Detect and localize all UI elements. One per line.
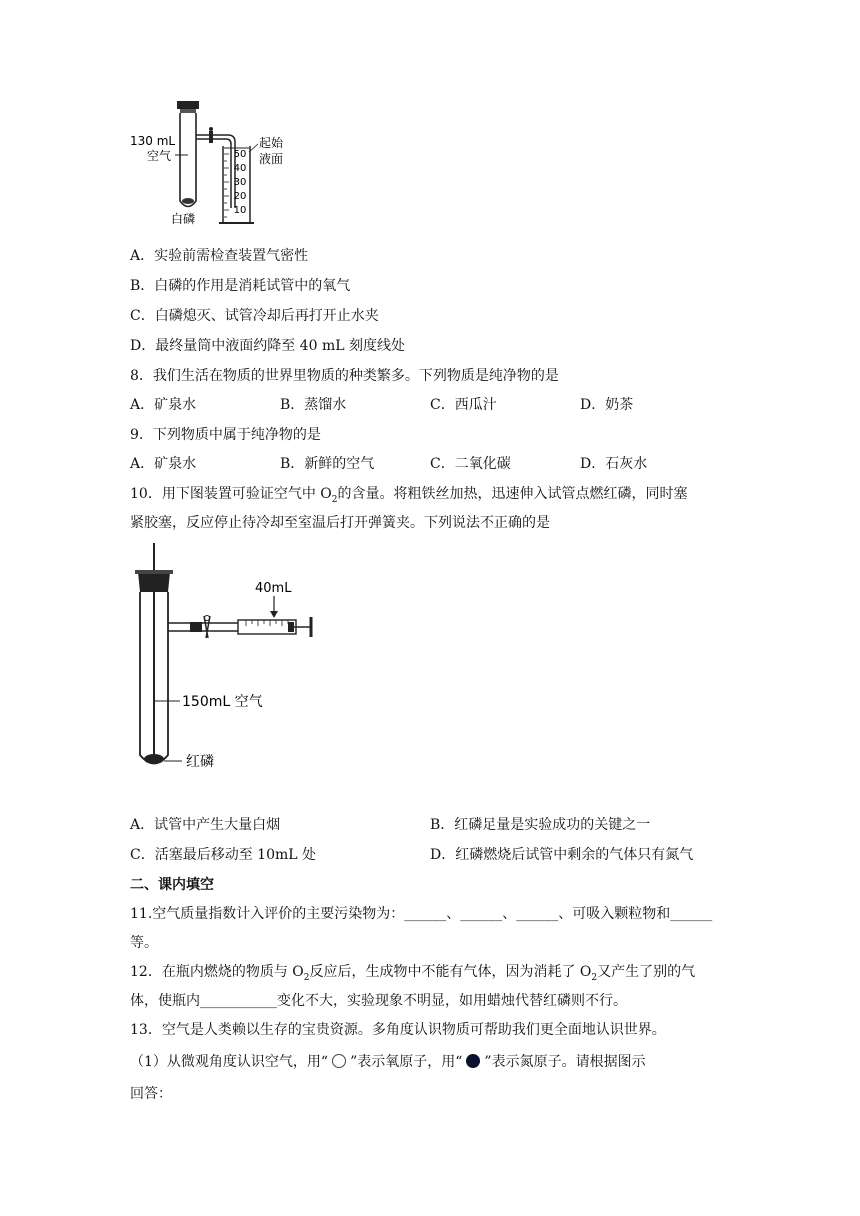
nitrogen-atom-icon: [466, 1054, 480, 1068]
q11-line2: 等。: [130, 935, 158, 951]
q10-stem-line2: 紧胶塞，反应停止待冷却至室温后打开弹簧夹。下列说法不正确的是: [130, 515, 550, 531]
section-heading: 二、课内填空: [130, 877, 214, 893]
fig1-start-label-1: 起始: [259, 136, 284, 150]
q8-option-b: B．蒸馏水: [280, 397, 347, 413]
q8-option-a: A．矿泉水: [130, 397, 197, 413]
fig2-air-label: 150mL 空气: [182, 694, 263, 710]
figure-red-phosphorus-apparatus: [128, 540, 328, 780]
q12-line2: 体，使瓶内___________变化不大，实验现象不明显，如用蜡烛代替红磷则不行。: [130, 993, 627, 1009]
q9-option-d: D．石灰水: [580, 456, 648, 472]
q10-option-c: C．活塞最后移动至 10mL 处: [130, 847, 316, 863]
fig1-phosphorus-label: 白磷: [171, 212, 196, 226]
q9-stem: 9．下列物质中属于纯净物的是: [130, 427, 321, 443]
cyl-tick-40: 40: [233, 163, 247, 174]
q10-stem-line1: 10．用下图装置可验证空气中 $O_2$的含量。将粗铁丝加热，迅速伸入试管点燃红磷，同时塞: [130, 486, 688, 505]
fig2-phosphorus-label: 红磷: [186, 754, 214, 770]
cyl-tick-10: 10: [233, 205, 247, 216]
q13-sub1-line1: （1）从微观角度认识空气，用“ ”表示氧原子，用“ ”表示氮原子。请根据图示: [130, 1054, 646, 1070]
oxygen-atom-icon: [332, 1054, 346, 1068]
q8-stem: 8．我们生活在物质的世界里物质的种类繁多。下列物质是纯净物的是: [130, 368, 559, 384]
fig1-air-label: 空气: [147, 149, 172, 163]
q13-stem: 13．空气是人类赖以生存的宝贵资源。多角度认识物质可帮助我们更全面地认识世界。: [130, 1022, 666, 1038]
cyl-tick-20: 20: [233, 191, 247, 202]
q9-option-b: B．新鲜的空气: [280, 456, 375, 472]
q11-line1: 11.空气质量指数计入评价的主要污染物为：______、______、______、可吸入颗粒物和______: [130, 906, 713, 922]
q10-option-a: A．试管中产生大量白烟: [130, 817, 281, 833]
q10-option-d: D．红磷燃烧后试管中剩余的气体只有氮气: [430, 847, 694, 863]
q9-option-c: C．二氧化碳: [430, 456, 511, 472]
cyl-tick-50: 50: [233, 149, 247, 160]
q7-option-a: A．实验前需检查装置气密性: [130, 248, 309, 264]
q12-line1: 12．在瓶内燃烧的物质与 $O_2$反应后，生成物中不能有气体，因为消耗了 $O_2$又产生了别的气: [130, 964, 696, 983]
q9-option-a: A．矿泉水: [130, 456, 197, 472]
fig1-volume-label: 130 mL: [130, 134, 176, 148]
cyl-tick-30: 30: [233, 177, 247, 188]
q7-option-c: C．白磷熄灭、试管冷却后再打开止水夹: [130, 308, 379, 324]
q8-option-d: D．奶茶: [580, 397, 634, 413]
fig2-syringe-label: 40mL: [255, 581, 292, 596]
q7-option-b: B．白磷的作用是消耗试管中的氧气: [130, 278, 351, 294]
q8-option-c: C．西瓜汁: [430, 397, 497, 413]
fig1-start-label-2: 液面: [259, 152, 284, 166]
figure-white-phosphorus-apparatus: [125, 98, 305, 233]
q13-sub1-line2: 回答：: [130, 1086, 172, 1102]
q7-option-d: D．最终量筒中液面约降至 40 mL 刻度线处: [130, 338, 405, 354]
q10-option-b: B．红磷足量是实验成功的关键之一: [430, 817, 651, 833]
